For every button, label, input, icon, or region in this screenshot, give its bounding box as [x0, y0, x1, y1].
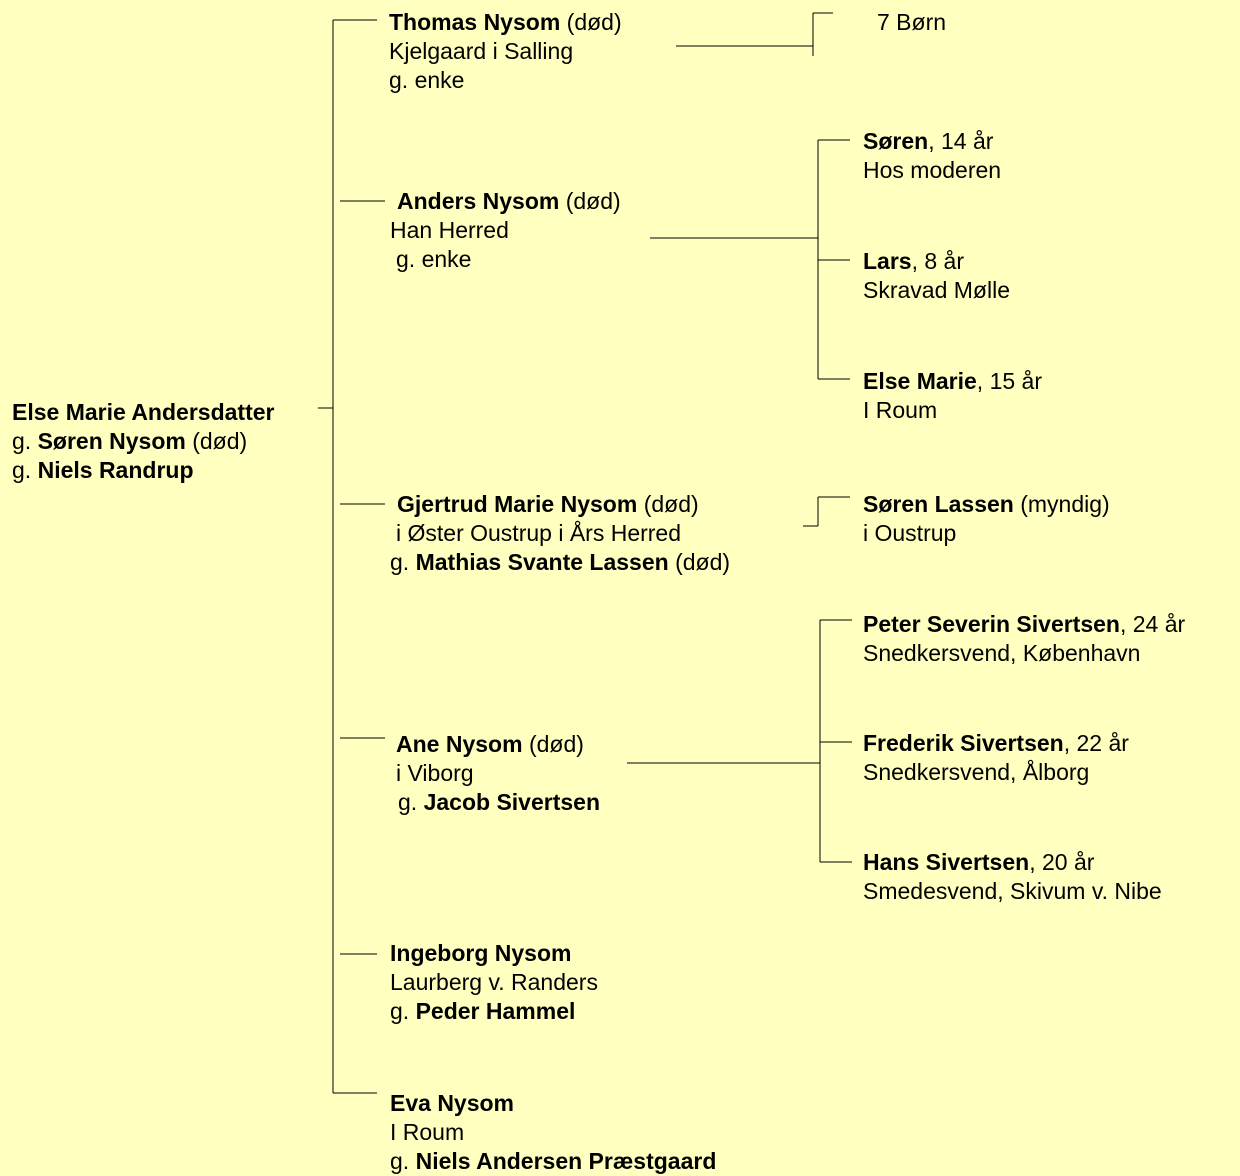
child-place: i Viborg	[396, 760, 474, 786]
grandchild-name: Else Marie	[863, 368, 977, 394]
grandchild-place: Skravad Mølle	[863, 277, 1010, 303]
child-spouse-prefix: g.	[390, 549, 410, 575]
child-note: (død)	[528, 731, 584, 757]
child-eva-nysom	[390, 1089, 716, 1176]
grandchild-detail: , 20 år	[1029, 849, 1095, 875]
child-place: Han Herred	[390, 217, 509, 243]
child-name: Eva Nysom	[390, 1090, 515, 1116]
grandchild-detail: , 22 år	[1063, 730, 1129, 756]
grandchild-7-born	[877, 8, 946, 37]
grandchild-place: i Oustrup	[863, 520, 957, 546]
grandchild-place: Snedkersvend, København	[863, 640, 1141, 666]
child-anders-nysom	[390, 187, 621, 274]
child-gjertrud-marie-nysom	[390, 490, 730, 577]
grandchild-detail: (myndig)	[1013, 491, 1110, 517]
child-place: i Øster Oustrup i Års Herred	[396, 520, 682, 546]
grandchild-detail: , 15 år	[976, 368, 1043, 394]
root-spouse1-note: (død)	[192, 428, 248, 454]
grandchild-name: Frederik Sivertsen	[863, 730, 1064, 756]
grandchild-lars	[863, 247, 1010, 305]
grandchild-hans-sivertsen	[863, 848, 1162, 906]
grandchild-name: Søren Lassen	[863, 491, 1014, 517]
child-place: I Roum	[390, 1119, 465, 1145]
grandchild-soren	[863, 127, 1001, 185]
root-spouse1-name: Søren Nysom	[37, 428, 186, 454]
grandchild-place: Snedkersvend, Ålborg	[863, 759, 1090, 785]
child-spouse-prefix: g.	[396, 246, 416, 272]
child-spouse-name: Jacob Sivertsen	[423, 789, 600, 815]
child-spouse-plain: enke	[414, 67, 465, 93]
grandchild-detail: , 8 år	[911, 248, 965, 274]
child-note: (død)	[566, 9, 622, 35]
grandchild-name: Søren	[863, 128, 929, 154]
child-spouse-prefix: g.	[398, 789, 418, 815]
child-spouse-note: (død)	[675, 549, 731, 575]
child-place: Kjelgaard i Salling	[389, 38, 574, 64]
child-note: (død)	[643, 491, 699, 517]
root-spouse1-prefix: g.	[12, 428, 32, 454]
grandchild-detail: , 14 år	[928, 128, 994, 154]
grandchild-name: Lars	[863, 248, 912, 274]
grandchild-frederik-sivertsen	[863, 729, 1129, 787]
child-note: (død)	[565, 188, 621, 214]
child-spouse-prefix: g.	[390, 1148, 410, 1174]
grandchild-detail: 7 Børn	[877, 9, 947, 35]
grandchild-else-marie	[863, 367, 1042, 425]
child-name: Ane Nysom	[396, 731, 523, 757]
grandchild-peter-severin-sivertsen	[863, 610, 1185, 668]
grandchild-place: I Roum	[863, 397, 938, 423]
child-spouse-plain: enke	[421, 246, 472, 272]
child-spouse-prefix: g.	[390, 998, 410, 1024]
child-name: Anders Nysom	[397, 188, 560, 214]
child-name: Gjertrud Marie Nysom	[397, 491, 638, 517]
root-spouse2-prefix: g.	[12, 457, 32, 483]
grandchild-name: Peter Severin Sivertsen	[863, 611, 1120, 637]
child-thomas-nysom	[389, 8, 622, 95]
grandchild-place: Hos moderen	[863, 157, 1002, 183]
child-name: Ingeborg Nysom	[390, 940, 572, 966]
child-spouse-name: Niels Andersen Præstgaard	[415, 1148, 717, 1174]
root-person	[12, 398, 274, 485]
child-ane-nysom	[396, 730, 600, 817]
child-spouse-prefix: g.	[389, 67, 409, 93]
child-place: Laurberg v. Randers	[390, 969, 598, 995]
root-spouse2-name: Niels Randrup	[37, 457, 194, 483]
child-name: Thomas Nysom	[389, 9, 561, 35]
child-spouse-name: Mathias Svante Lassen	[415, 549, 669, 575]
grandchild-name: Hans Sivertsen	[863, 849, 1030, 875]
child-spouse-name: Peder Hammel	[415, 998, 576, 1024]
grandchild-place: Smedesvend, Skivum v. Nibe	[863, 878, 1162, 904]
grandchild-detail: , 24 år	[1119, 611, 1186, 637]
grandchild-soren-lassen	[863, 490, 1110, 548]
root-name: Else Marie Andersdatter	[12, 399, 275, 425]
child-ingeborg-nysom	[390, 939, 598, 1026]
